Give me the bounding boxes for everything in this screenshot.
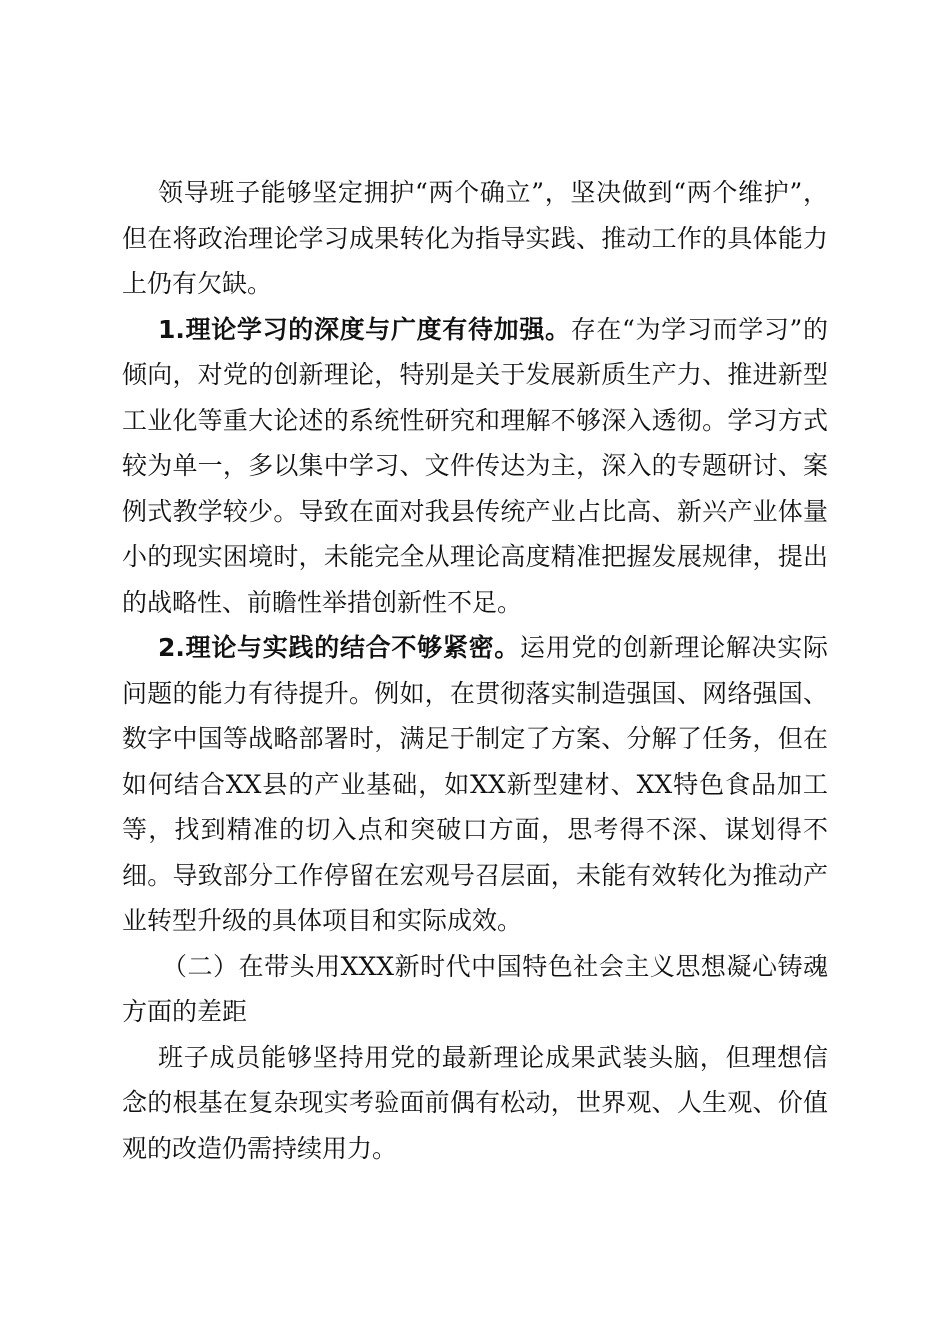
document-body (122, 170, 828, 1171)
intro-paragraph (122, 170, 828, 307)
section-heading (122, 944, 828, 1035)
closing-paragraph-text: 班子成员能够坚持用党的最新理论成果武装头脑，但理想信念的根基在复杂现实考验面前偶有松动，世界观、人生观、价值观的改造仍需持续用力。 (122, 1042, 828, 1163)
section-heading-text: （二）在带头用XXX新时代中国特色社会主义思想凝心铸魂方面的差距 (122, 951, 828, 1026)
item-paragraph-2 (122, 625, 828, 944)
item-heading-1: 1.理论学习的深度与广度有待加强。 (158, 314, 571, 344)
item-text-1: 存在“为学习而学习”的倾向，对党的创新理论，特别是关于发展新质生产力、推进新型工业化等重大论述的系统性研究和理解不够深入透彻。学习方式较为单一，多以集中学习、文件传达为主，深入的专题研讨、案例式教学较少。导致在面对我县传统产业占比高、新兴产业体量小的现实困境时，未能完全从理论高度精准把握发展规律，提出的战略性、前瞻性举措创新性不足。 (122, 314, 828, 617)
intro-paragraph-text: 领导班子能够坚定拥护“两个确立”，坚决做到“两个维护”，但在将政治理论学习成果转化为指导实践、推动工作的具体能力上仍有欠缺。 (122, 178, 828, 298)
closing-paragraph (122, 1035, 828, 1172)
item-text-2: 运用党的创新理论解决实际问题的能力有待提升。例如，在贯彻落实制造强国、网络强国、数字中国等战略部署时，满足于制定了方案、分解了任务，但在如何结合XX县的产业基础，如XX新型建材、XX特色食品加工等，找到精准的切入点和突破口方面，思考得不深、谋划得不细。导致部分工作停留在宏观号召层面，未能有效转化为推动产业转型升级的具体项目和实际成效。 (122, 633, 828, 935)
item-heading-2: 2.理论与实践的结合不够紧密。 (158, 633, 521, 662)
item-paragraph-1 (122, 307, 828, 626)
